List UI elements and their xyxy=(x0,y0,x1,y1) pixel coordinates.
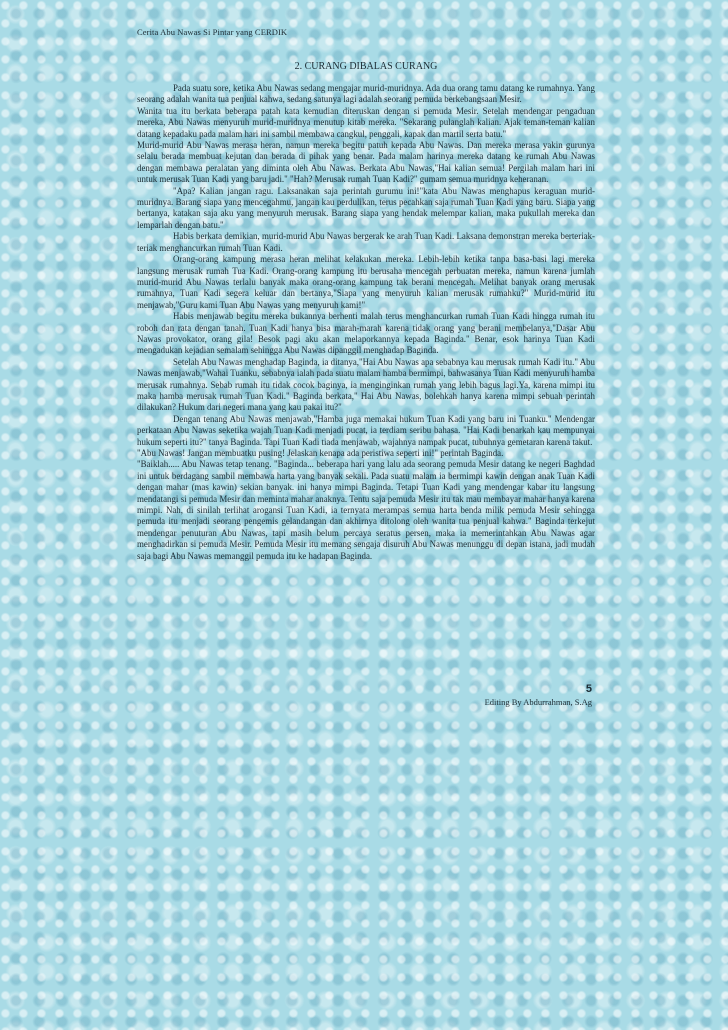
story-paragraph: Setelah Abu Nawas menghadap Baginda, ia ditanya,"Hai Abu Nawas apa sebabnya kau merusak rumah Kadi itu." Abu Nawas menjawab,"Wahai Tuanku, sebabnya ialah pada suatu malam hamba bermimpi, bahwasanya Tuan Kadi menyuruh hamba merusak rumahnya. Sebab rumah itu tidak cocok baginya, ia menginginkan rumah yang lebih bagus lagi.Ya, karena mimpi itu maka hamba merusak rumah Tuan Kadi." Baginda berkata," Hai Abu Nawas, bolehkah hanya karena mimpi sebuah perintah dilakukan? Hukum dari negeri mana yang kau pakai itu?" xyxy=(137,356,595,413)
story-paragraph: Murid-murid Abu Nawas merasa heran, namun mereka begitu patuh kepada Abu Nawas. Dan mereka merasa yakin gurunya selalu berada membuat kejutan dan berada di pihak yang benar. Pada malam harinya mereka datang ke rumah Abu Nawas dengan membawa peralatan yang diminta oleh Abu Nawas. Berkata Abu Nawas,"Hai kalian semua! Pergilah malam hari ini untuk merusak Tuan Kadi yang baru jadi." "Hah? Merusak rumah Tuan Kadi?" gumam semua muridnya keheranan. xyxy=(137,140,595,185)
chapter-title: 2. CURANG DIBALAS CURANG xyxy=(294,61,438,72)
story-paragraph: Orang-orang kampung merasa heran melihat kelakukan mereka. Lebih-lebih ketika tanpa basa-basi lagi mereka langsung merusak rumah Tua Kadi. Orang-orang kampung itu berusaha mencegah perbuatan mereka, namun karena jumlah murid-murid Abu Nawas terlalu banyak maka orang-orang kampung tak berani mencegah. Melihat banyak orang merusak rumahnya, Tuan Kadi segera keluar dan bertanya,"Siapa yang menyuruh kalian merusak rumahku?" Murid-murid itu menjawab,"Guru kami Tuan Abu Nawas yang menyuruh kami!" xyxy=(137,254,595,310)
story-paragraph: "Abu Nawas! Jangan membuatku pusing! Jelaskan kenapa ada peristiwa seperti ini!" perintah Baginda. xyxy=(137,448,504,458)
story-paragraph: Pada suatu sore, ketika Abu Nawas sedang mengajar murid-muridnya. Ada dua orang tamu datang ke rumahnya. Yang seorang adalah wanita tua penjual kahwa, sedang satunya lagi adalah seorang pemuda berkebangsaan Mesir. xyxy=(137,83,595,105)
story-paragraph: Habis menjawab begitu mereka bukannya berhenti malah terus menghancurkan rumah Tuan Kadi hingga rumah itu roboh dan rata dengan tanah. Tuan Kadi hanya bisa marah-marah karena tidak orang yang berani membelanya,"Dasar Abu Nawas provokator, orang gila! Besok pagi aku akan melaporkannya kepada Baginda." Benar, esok harinya Tuan Kadi mengadukan kejadian semalam sehingga Abu Nawas dipanggil menghadap Baginda. xyxy=(137,311,595,356)
story-body xyxy=(137,83,595,562)
running-header: Cerita Abu Nawas Si Pintar yang CERDIK xyxy=(137,27,288,37)
story-paragraph: Wanita tua itu berkata beberapa patah kata kemudian diteruskan dengan si pemuda Mesir. Setelah mendengar pengaduan mereka, Abu Nawas menyuruh murid-muridnya menutup kitab mereka. "Sekarang pulanglah kalian. Ajak teman-teman kalian datang kepadaku pada malam hari ini sambil membawa cangkul, penggali, kapak dan martil serta batu." xyxy=(137,105,595,139)
editor-credit: Editing By Abdurrahman, S.Ag xyxy=(484,697,592,707)
story-paragraph: Habis berkata demikian, murid-murid Abu Nawas bergerak ke arah Tuan Kadi. Laksana demonstran mereka berteriak-teriak menghancurkan rumah Tuan Kadi. xyxy=(137,231,595,253)
story-paragraph: "Baiklah..... Abu Nawas tetap tenang. "Baginda... beberapa hari yang lalu ada seorang pemuda Mesir datang ke negeri Baghdad ini untuk berdagang sambil membawa harta yang banyak sekali. Pada suatu malam ia bermimpi kawin dengan anak Tuan Kadi dengan mahar (mas kawin) sekian banyak. ini hanya mimpi Baginda. Tetapi Tuan Kadi yang mendengar kabar itu langsung mendatangi si pemuda Mesir dan meminta mahar anaknya. Tentu saja pemuda Mesir itu tak mau membayar mahar hanya karena mimpi. Nah, di sinilah terlihat arogansi Tuan Kadi, ia ternyata merampas semua harta benda milik pemuda Mesir sehingga pemuda itu menjadi seorang pengemis gelandangan dan akhirnya ditolong oleh wanita tua penjual kahwa." Baginda terkejut mendengar penuturan Abu Nawas, tapi masih belum percaya seratus persen, maka ia memerintahkan Abu Nawas agar menghadirkan si pemuda Mesir. Pemuda Mesir itu memang sengaja disuruh Abu Nawas menunggu di depan istana, jadi mudah saja bagi Abu Nawas memanggil pemuda itu ke hadapan Baginda. xyxy=(137,459,595,561)
story-paragraph: "Apa? Kalian jangan ragu. Laksanakan saja perintah gurumu ini!"kata Abu Nawas menghapus keraguan murid-muridnya. Barang siapa yang mencegahmu, jangan kau perdulikan, terus pecahkan saja rumah Tuan Kadi yang baru. Siapa yang bertanya, katakan saja aku yang menyuruh merusak. Barang siapa yang hendak melempar kalian, maka pukullah mereka dan lemparlah dengan batu." xyxy=(137,185,595,230)
page-number: 5 xyxy=(585,683,592,695)
story-paragraph: Dengan tenang Abu Nawas menjawab,"Hamba juga memakai hukum Tuan Kadi yang baru ini Tuanku." Mendengar perkataan Abu Nawas seketika wajah Tuan Kadi menjadi pucat, ia terdiam seribu bahasa. "Hai Kadi benarkah kau mempunyai hukum seperti itu?" tanya Baginda. Tapi Tuan Kadi tiada menjawab, wajahnya nampak pucat, tubuhnya gemetaran karena takut. xyxy=(137,413,595,447)
